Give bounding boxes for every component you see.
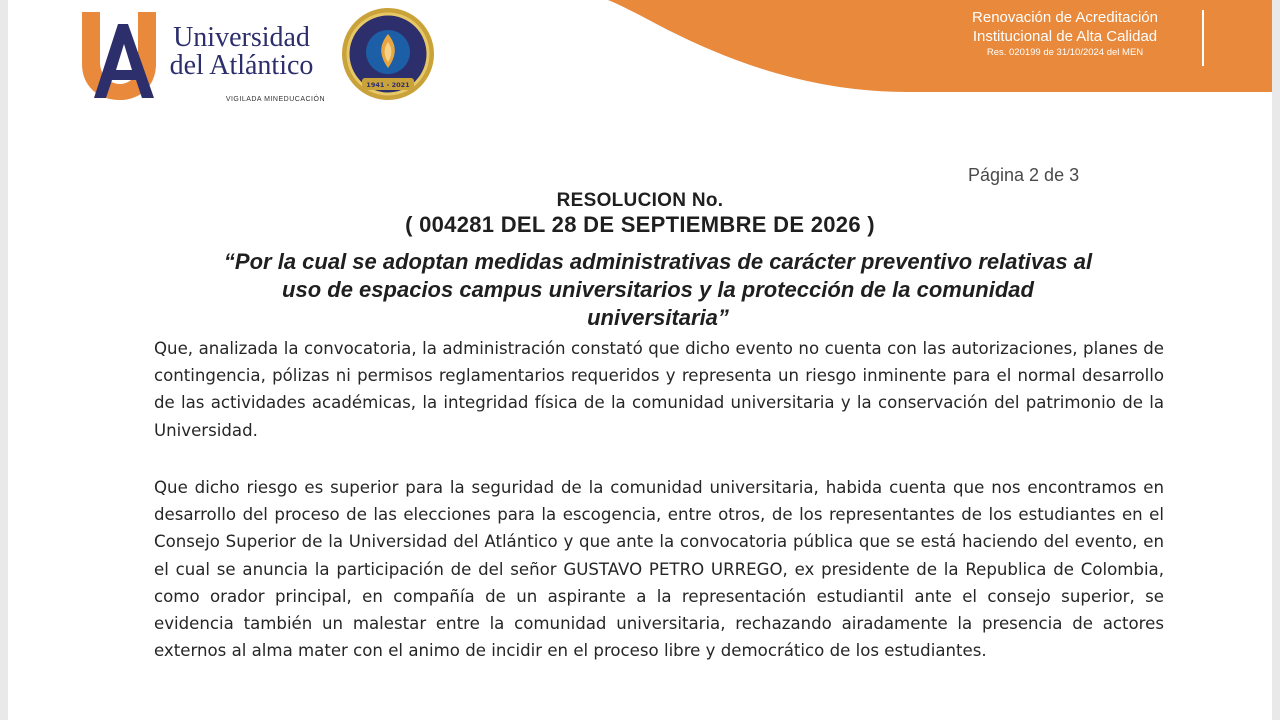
seal-years: 1941 - 2021	[366, 81, 410, 89]
resolution-number: ( 004281 DEL 28 DE SEPTIEMBRE DE 2026 )	[405, 212, 875, 237]
accreditation-line3: Res. 020199 de 31/10/2024 del MEN	[986, 47, 1144, 58]
accreditation-line2: Institucional de Alta Calidad	[972, 28, 1158, 45]
document-page	[8, 0, 1272, 720]
paragraph-2: Que dicho riesgo es superior para la seguridad de la comunidad universitaria, habida cuenta que nos encontramos en desarrollo del proceso de las elecciones para la escogencia, entre otros, de los representantes de los estudiantes en el Consejo Superior de la Universidad del Atlántico y que ante la convocatoria pública que se está haciendo del evento, en el cual se anuncia la participación de del señor GUSTAVO PETRO URREGO, ex presidente de la Republica de Colombia, como orador principal, en compañía de un aspirante a la representación estudiantil ante el consejo superior, se evidencia también un malestar entre la comunidad universitaria, rechazando airadamente la presencia de actores externos al alma mater con el animo de incidir en el proceso libre y democrático de los estudiantes.	[154, 478, 1164, 661]
university-name-line2: del Atlántico	[169, 50, 314, 81]
subject-line-3: universitaria”	[587, 305, 729, 330]
university-logo-text	[154, 24, 329, 114]
accreditation-line1: Renovación de Acreditación	[972, 9, 1158, 26]
university-tagline: VIGILADA MINEDUCACIÓN	[225, 96, 325, 103]
subject-line-2: uso de espacios campus universitarios y la protección de la comunidad	[282, 277, 1034, 302]
resolution-title: RESOLUCION No.	[556, 190, 724, 211]
paragraph-1: Que, analizada la convocatoria, la administración constató que dicho evento no cuenta con las autorizaciones, planes de contingencia, pólizas ni permisos reglamentarios requeridos y representa un riesgo inminente para el normal desarrollo de las actividades académicas, la integridad física de la comunidad universitaria y la conservación del patrimonio de la Universidad.	[154, 339, 1164, 440]
page-number: Página 2 de 3	[968, 165, 1080, 185]
anniversary-seal-icon	[340, 6, 436, 102]
university-logo-icon	[78, 10, 158, 102]
university-name-line1: Universidad	[173, 22, 310, 53]
resolution-subject	[148, 248, 1168, 332]
accreditation-divider	[1202, 10, 1204, 66]
accreditation-note	[940, 8, 1190, 60]
subject-line-1: “Por la cual se adoptan medidas administrativas de carácter preventivo relativas al	[223, 249, 1093, 274]
